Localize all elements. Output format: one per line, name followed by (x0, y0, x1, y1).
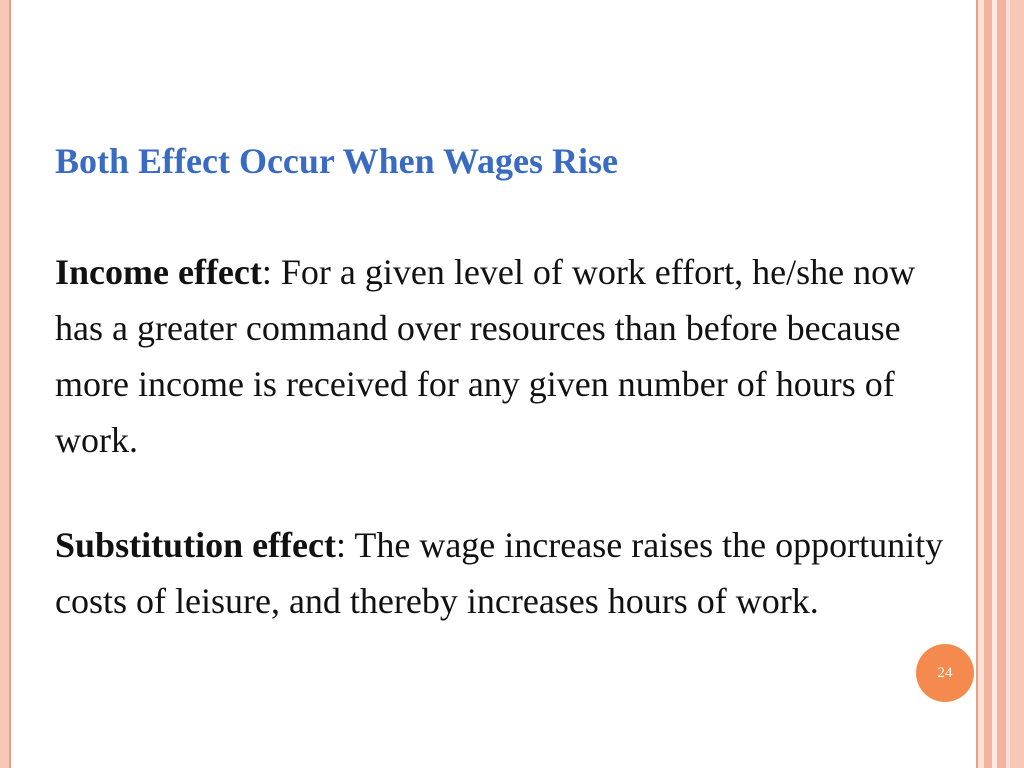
income-effect-separator: : (261, 252, 272, 292)
income-effect-text: For a given level of work effort, he/she now has a greater command over resources than before because more income is received for any given number of hours of work. (55, 252, 916, 460)
income-effect-term: Income effect (55, 252, 262, 292)
substitution-effect-separator: : (336, 525, 347, 565)
right-stripe-decoration (984, 0, 992, 768)
left-border-decoration (0, 0, 9, 768)
right-stripe-decoration (997, 0, 1006, 768)
page-number: 24 (937, 664, 953, 681)
substitution-effect-term: Substitution effect (55, 525, 336, 565)
income-effect-paragraph (55, 244, 965, 468)
slide-heading: Both Effect Occur When Wages Rise (55, 141, 618, 181)
substitution-effect-text: The wage increase raises the opportunity costs of leisure, and thereby increases hours of work. (55, 525, 944, 621)
page-number-badge (916, 644, 974, 702)
left-border-line (9, 0, 11, 768)
substitution-effect-paragraph (55, 517, 965, 629)
right-stripe-decoration (1010, 0, 1024, 768)
